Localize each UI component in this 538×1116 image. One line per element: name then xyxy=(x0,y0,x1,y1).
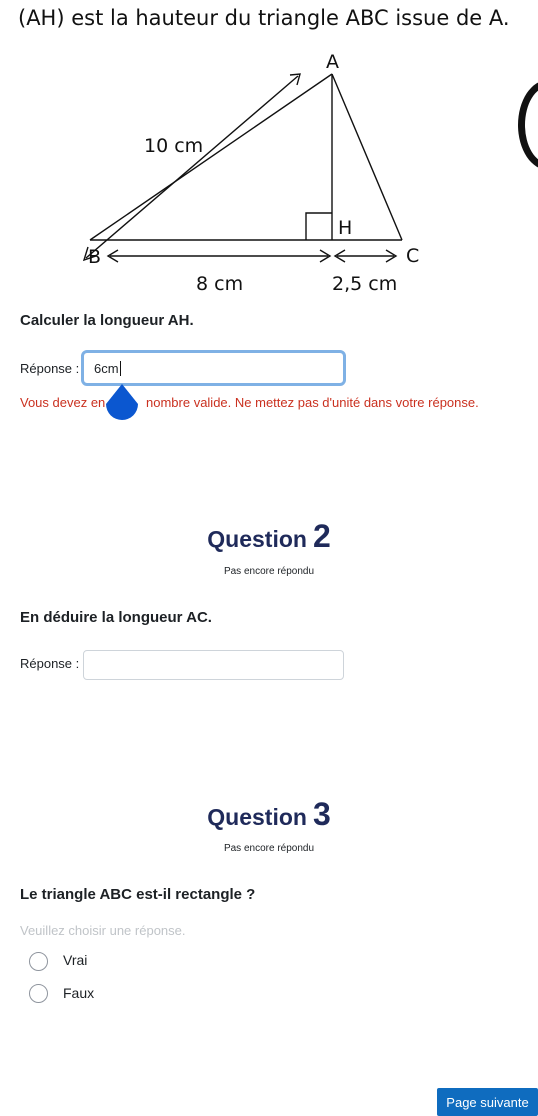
question2-prompt: En déduire la longueur AC. xyxy=(20,609,212,626)
question3-heading xyxy=(0,796,538,833)
text-selection-handle-icon[interactable] xyxy=(104,384,140,424)
label-length-hc: 2,5 cm xyxy=(332,273,398,295)
label-vertex-b: B xyxy=(88,246,102,268)
radio-vrai[interactable] xyxy=(29,952,48,971)
question1-prompt: Calculer la longueur AH. xyxy=(20,312,194,329)
label-length-ab: 10 cm xyxy=(144,135,204,157)
radio-vrai-label[interactable]: Vrai xyxy=(63,952,88,968)
question2-answer-input[interactable] xyxy=(83,650,344,680)
triangle-figure xyxy=(70,44,430,296)
next-page-button[interactable]: Page suivante xyxy=(437,1088,538,1116)
dimension-line-ab xyxy=(86,76,298,258)
question2-status: Pas encore répondu xyxy=(223,566,315,577)
label-length-bh: 8 cm xyxy=(196,273,244,295)
text-caret xyxy=(120,361,121,376)
question1-answer-input[interactable] xyxy=(81,350,346,386)
question3-heading-word: Question xyxy=(207,804,307,830)
question1-error-start: Vous devez en xyxy=(20,395,106,410)
question2-number: 2 xyxy=(312,518,331,554)
radio-faux-label[interactable]: Faux xyxy=(63,985,95,1001)
question2-heading-word: Question xyxy=(207,526,307,552)
label-point-h: H xyxy=(338,217,353,239)
question1-answer-label: Réponse : xyxy=(20,361,80,376)
segment-ab xyxy=(90,74,332,240)
question3-number: 3 xyxy=(312,796,331,832)
question1-answer-value: 6cm xyxy=(94,360,119,376)
question2-answer-label: Réponse : xyxy=(20,656,80,671)
question3-prompt: Le triangle ABC est-il rectangle ? xyxy=(20,886,256,903)
arrowhead xyxy=(290,74,300,85)
segment-ac xyxy=(332,74,402,240)
cropped-circle-shape xyxy=(518,80,538,170)
question3-hint: Veuillez choisir une réponse. xyxy=(20,923,186,938)
question2-heading xyxy=(0,518,538,555)
label-vertex-a: A xyxy=(326,51,339,73)
question1-error-end: nombre valide. Ne mettez pas d'unité dans votre réponse. xyxy=(146,395,479,410)
label-vertex-c: C xyxy=(406,245,420,267)
question3-status: Pas encore répondu xyxy=(223,843,315,854)
problem-statement: (AH) est la hauteur du triangle ABC issue de A. xyxy=(18,6,510,30)
radio-faux[interactable] xyxy=(29,984,48,1003)
right-angle-mark xyxy=(306,213,332,240)
